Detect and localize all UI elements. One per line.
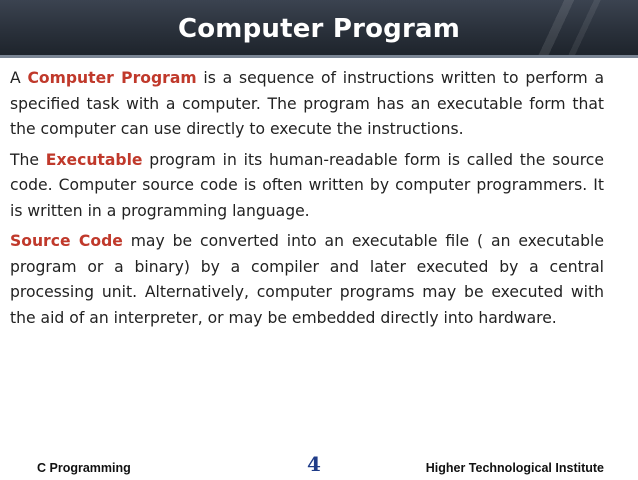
paragraph-text: may be converted into an executable file ( an executable program or a binary) by a compiler and later executed by a central processing unit. Alternatively, computer programs may be executed with the aid of an interpreter, or may be embedded directly into hardware. — [10, 232, 604, 327]
term-computer-program: Computer Program — [27, 69, 197, 87]
paragraph-source-code — [10, 229, 604, 331]
term-source-code: Source Code — [10, 232, 123, 250]
footer-course-name: C Programming — [37, 461, 131, 475]
slide-body — [10, 66, 604, 336]
term-executable: Executable — [45, 150, 143, 169]
paragraph-lead: A — [10, 69, 28, 87]
footer-institute-name: Higher Technological Institute — [425, 461, 604, 475]
slide-title: Computer Program — [177, 14, 461, 44]
footer-page-number: 4 — [307, 452, 321, 476]
paragraph-text: is a sequence of instructions written to perform a specified task with a computer. The program has an executable form that the computer can use directly to execute the instructions. — [10, 69, 605, 138]
paragraph-lead: The — [10, 150, 46, 169]
paragraph-computer-program — [10, 66, 604, 143]
slide-footer — [0, 450, 638, 480]
title-bar — [0, 0, 638, 58]
paragraph-executable — [10, 148, 604, 225]
paragraph-text: program in its human-readable form is called the source code. Computer source code is often written by computer programmers. It is written in a programming language. — [10, 150, 604, 220]
